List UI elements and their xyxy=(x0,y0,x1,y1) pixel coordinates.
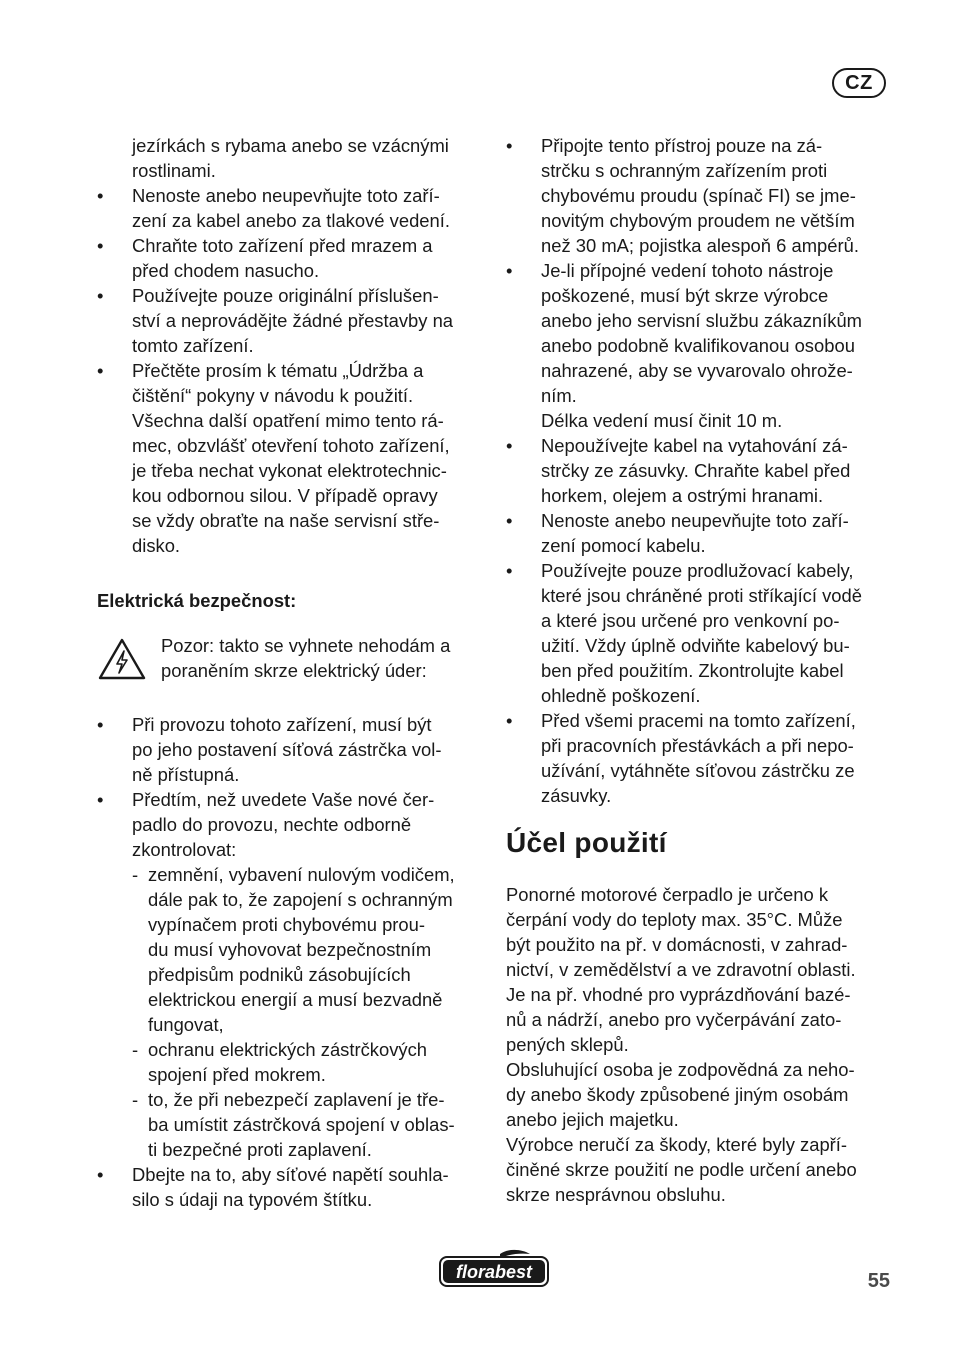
text-line: být použito na př. v domácnosti, v zahrad- xyxy=(506,934,848,955)
text-line: Nepoužívejte kabel na vytahování zá- xyxy=(541,435,848,456)
text-line: horkem, olejem a ostrými hranami. xyxy=(541,485,824,506)
text-line: vypínačem proti chybovému prou- xyxy=(148,914,426,935)
bullet-icon: • xyxy=(506,435,513,456)
text-line: rostlinami. xyxy=(132,160,216,181)
text-line: nů a nádrží, anebo pro vyčerpávání zato- xyxy=(506,1009,842,1030)
text-line: poškozené, musí být skrze výrobce xyxy=(541,285,829,306)
list-item xyxy=(506,133,896,258)
text-line: zásuvky. xyxy=(541,785,612,806)
text-line: čerpání vody do teploty max. 35°C. Může xyxy=(506,909,843,930)
text-line: ba umístit zástrčková spojení v oblas- xyxy=(148,1114,455,1135)
text-line: Nenoste anebo neupevňujte toto zaří- xyxy=(132,185,440,206)
section-heading-purpose: Účel použití xyxy=(506,827,667,858)
text-line: je třeba nechat vykonat elektrotechnic- xyxy=(132,460,447,481)
text-line: se vždy obraťte na naše servisní stře- xyxy=(132,510,440,531)
text-line: ohledně poškození. xyxy=(541,685,701,706)
text-line: strčky ze zásuvky. Chraňte kabel před xyxy=(541,460,851,481)
text-line: padlo do provozu, nechte odborně xyxy=(132,814,412,835)
text-line: poraněním skrze elektrický úder: xyxy=(161,660,427,681)
text-line: než 30 mA; pojistka alespoň 6 ampérů. xyxy=(541,235,859,256)
bullet-icon: • xyxy=(97,360,104,381)
text-line: předpisům podniků zásobujících xyxy=(148,964,411,985)
text-line: ben před použitím. Zkontrolujte kabel xyxy=(541,660,844,681)
text-line: Všechna další opatření mimo tento rá- xyxy=(132,410,444,431)
text-line: ním. xyxy=(541,385,577,406)
text-line: novitým chybovým proudem ne větším xyxy=(541,210,855,231)
text-line: Používejte pouze prodlužovací kabely, xyxy=(541,560,854,581)
continued-text xyxy=(97,133,487,183)
text-line: Přečtěte prosím k tématu „Údržba a xyxy=(132,360,424,381)
text-line: zkontrolovat: xyxy=(132,839,237,860)
list-item xyxy=(97,712,487,787)
text-line: anebo podobně kvalifikovanou osobou xyxy=(541,335,855,356)
section-heading: Elektrická bezpečnost: xyxy=(97,590,297,611)
text-line: du musí vyhovovat bezpečnostním xyxy=(148,939,432,960)
text-line: Je-li přípojné vedení tohoto nástroje xyxy=(541,260,834,281)
text-line: Chraňte toto zařízení před mrazem a xyxy=(132,235,433,256)
text-line: činěné skrze použití ne podle určení anebo xyxy=(506,1159,857,1180)
text-line: jezírkách s rybama anebo se vzácnými xyxy=(132,135,449,156)
text-line: a které jsou určené pro venkovní po- xyxy=(541,610,840,631)
text-line: dále pak to, že zapojení s ochranným xyxy=(148,889,453,910)
list-item xyxy=(97,233,487,283)
text-line: užití. Vždy úplně odviňte kabelový bu- xyxy=(541,635,850,656)
text-line: elektrickou energií a musí bezvadně xyxy=(148,989,443,1010)
text-line: tomto zařízení. xyxy=(132,335,254,356)
text-line: fungovat, xyxy=(148,1014,224,1035)
bullet-icon: • xyxy=(97,714,104,735)
list-item xyxy=(97,283,487,358)
bullet-icon: • xyxy=(506,135,513,156)
text-line: chybovému proudu (spínač FI) se jme- xyxy=(541,185,856,206)
text-line: Výrobce neručí za škody, které byly zapří- xyxy=(506,1134,848,1155)
text-line: zení za kabel anebo za tlakové vedení. xyxy=(132,210,450,231)
text-line: Délka vedení musí činit 10 m. xyxy=(541,410,783,431)
text-line: Nenoste anebo neupevňujte toto zaří- xyxy=(541,510,849,531)
text-line: Při provozu tohoto zařízení, musí být xyxy=(132,714,432,735)
list-item xyxy=(506,258,896,433)
text-line: Dbejte na to, aby síťové napětí souhla- xyxy=(132,1164,449,1185)
text-line: nictví, v zemědělství a ve zdravotní oblasti. xyxy=(506,959,856,980)
text-line: Pozor: takto se vyhnete nehodám a xyxy=(161,635,451,656)
text-line: anebo jeho servisní službu zákazníkům xyxy=(541,310,862,331)
sub-list-item xyxy=(97,1037,487,1087)
text-line: Používejte pouze originální příslušen- xyxy=(132,285,439,306)
text-line: to, že při nebezpečí zaplavení je tře- xyxy=(148,1089,445,1110)
florabest-logo xyxy=(438,1248,550,1288)
list-item xyxy=(97,1162,487,1212)
text-line: disko. xyxy=(132,535,181,556)
text-line: mec, obzvlášť otevření tohoto zařízení, xyxy=(132,435,450,456)
dash-icon: - xyxy=(132,1089,139,1110)
bullet-icon: • xyxy=(506,710,513,731)
text-line: kou odbornou silou. V případě opravy xyxy=(132,485,438,506)
text-line: po jeho postavení síťová zástrčka vol- xyxy=(132,739,442,760)
text-line: skrze nesprávnou obsluhu. xyxy=(506,1184,726,1205)
bullet-icon: • xyxy=(506,510,513,531)
text-line: Obsluhující osoba je zodpovědná za neho- xyxy=(506,1059,855,1080)
right-column xyxy=(506,133,896,1207)
text-line: Je na př. vhodné pro vyprázdňování bazé- xyxy=(506,984,851,1005)
logo-text: florabest xyxy=(455,1262,533,1282)
list-item xyxy=(506,558,896,708)
text-line: Připojte tento přístroj pouze na zá- xyxy=(541,135,823,156)
list-item xyxy=(506,508,896,558)
text-line: Ponorné motorové čerpadlo je určeno k xyxy=(506,884,829,905)
text-line: Před všemi pracemi na tomto zařízení, xyxy=(541,710,856,731)
dash-icon: - xyxy=(132,864,139,885)
language-badge: CZ xyxy=(832,68,886,98)
bullet-icon: • xyxy=(97,185,104,206)
text-line: čištění“ pokyny v návodu k použití. xyxy=(132,385,414,406)
text-line: zemnění, vybavení nulovým vodičem, xyxy=(148,864,455,885)
bullet-icon: • xyxy=(97,285,104,306)
text-line: ství a neprovádějte žádné přestavby na xyxy=(132,310,454,331)
bullet-icon: • xyxy=(506,560,513,581)
list-item xyxy=(506,433,896,508)
text-line: strčku s ochranným zařízením proti xyxy=(541,160,828,181)
list-item xyxy=(506,708,896,808)
bullet-icon: • xyxy=(506,260,513,281)
text-line: pených sklepů. xyxy=(506,1034,629,1055)
text-line: před chodem nasucho. xyxy=(132,260,320,281)
text-line: užívání, vytáhněte síťovou zástrčku ze xyxy=(541,760,855,781)
page-number: 55 xyxy=(867,1270,890,1292)
text-line: Předtím, než uvedete Vaše nové čer- xyxy=(132,789,435,810)
list-item xyxy=(97,183,487,233)
left-column xyxy=(97,133,487,1212)
bullet-icon: • xyxy=(97,235,104,256)
text-line: ti bezpečné proti zaplavení. xyxy=(148,1139,372,1160)
text-line: dy anebo škody způsobené jiným osobám xyxy=(506,1084,849,1105)
bullet-icon: • xyxy=(97,789,104,810)
text-line: při pracovních přestávkách a při nepo- xyxy=(541,735,854,756)
text-line: ně přístupná. xyxy=(132,764,240,785)
text-line: anebo jejich majetku. xyxy=(506,1109,679,1130)
paragraph xyxy=(506,882,896,1207)
text-line: ochranu elektrických zástrčkových xyxy=(148,1039,428,1060)
sub-list-item xyxy=(97,1087,487,1162)
text-line: které jsou chráněné proti stříkající vodě xyxy=(541,585,862,606)
warning-notice xyxy=(97,633,487,685)
list-item xyxy=(97,787,487,862)
list-item xyxy=(97,358,487,558)
text-line: spojení před mokrem. xyxy=(148,1064,326,1085)
text-line: silo s údaji na typovém štítku. xyxy=(132,1189,373,1210)
warning-electric-icon xyxy=(97,637,147,681)
text-line: nahrazené, aby se vyvarovalo ohrože- xyxy=(541,360,853,381)
sub-list-item xyxy=(97,862,487,1037)
text-line: zení pomocí kabelu. xyxy=(541,535,706,556)
dash-icon: - xyxy=(132,1039,139,1060)
bullet-icon: • xyxy=(97,1164,104,1185)
